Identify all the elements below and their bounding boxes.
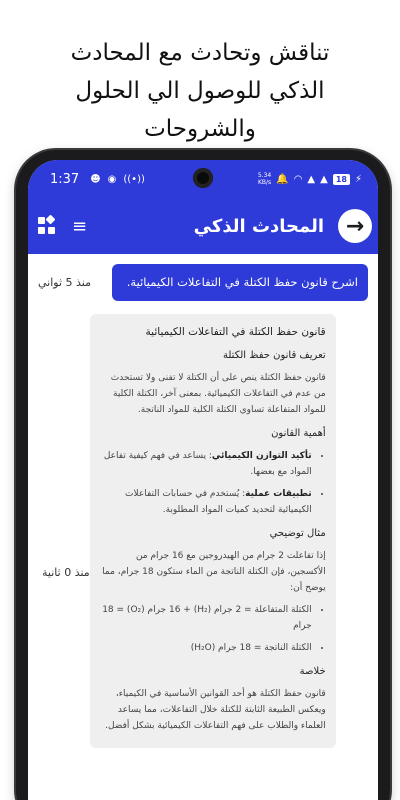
list-item [100,448,312,480]
promo-line-1: تناقش وتحادث مع المحادث [70,40,330,66]
list-item: • الكتلة المتفاعلة = 2 جرام (H₂) + 16 جرام (O₂) = 18 جرام [100,602,312,634]
charging-icon: ⚡ [354,173,362,185]
example-title: مثال توضيحي [269,528,326,539]
promo-line-2: الذكي للوصول الي الحلول [75,78,325,104]
front-camera [193,168,213,188]
bullet-2-bold: تطبيقات عملية [245,489,312,499]
bot-heading: قانون حفظ الكتلة في التفاعلات الكيميائية [145,326,326,338]
summary-title: خلاصة [299,666,326,677]
bullet-2-text: : يُستخدم في حسابات التفاعلات الكيميائية لتحديد كميات المواد المطلوبة. [125,489,312,515]
user-message-row [38,264,368,301]
menu-icon[interactable]: ≡ [72,215,88,237]
bullet-1-bold: تأكيد التوازن الكيميائي [211,451,312,461]
phone-frame [16,150,390,800]
app-title: المحادث الذكي [193,215,324,237]
network-speed-value: 5.34 [257,172,272,179]
hotspot-icon: ((•)) [123,173,145,185]
chat-area [28,254,378,800]
importance-title: أهمية القانون [271,428,326,439]
status-time: 1:37 [50,171,80,187]
notification-icon: ◉ [107,173,117,185]
user-message-time: منذ 5 ثواني [38,276,92,289]
user-message-bubble[interactable]: اشرح قانون حفظ الكتلة في التفاعلات الكيميائية. [112,264,368,301]
status-left [50,172,145,187]
bot-message-time: منذ 0 ثانية [42,566,90,579]
face-icon: ☻ [90,173,101,185]
list-item [100,486,312,518]
wifi-icon: ◠ [293,173,303,185]
bot-message-bubble[interactable] [90,314,336,748]
app-bar [28,198,378,254]
bot-message-row [38,314,368,748]
status-right [258,172,362,186]
list-item: • الكتلة الناتجة = 18 جرام (H₂O) [100,640,312,656]
bell-icon: 🔔 [276,173,289,185]
promo-caption [0,34,400,148]
example-text: إذا تفاعلت 2 جرام من الهيدروجين مع 16 جرام من الأكسجين، فإن الكتلة الناتجة من الماء ستكون 18 جرام، مما يوضح أن: [102,551,326,593]
equation-list [100,602,326,656]
phone-screen [28,160,378,800]
grid-icon[interactable] [38,217,56,235]
network-speed-unit: KB/s [257,179,272,186]
signal-icon-2: ▲ [320,173,328,185]
arrow-right-icon[interactable]: → [338,209,372,243]
bullet-1-text: : يساعد في فهم كيفية تفاعل المواد مع بعضها. [103,451,312,477]
summary-text: قانون حفظ الكتلة هو أحد القوانين الأساسية في الكيمياء، ويعكس الطبيعة الثابتة للكتلة خلال التفاعلات، مما يساعد العلماء والطلاب على فهم التفاعلات الكيميائية بشكل أفضل. [105,689,326,731]
status-bar [28,160,378,198]
importance-list [100,448,326,518]
definition-title: تعريف قانون حفظ الكتلة [223,350,326,361]
definition-text: قانون حفظ الكتلة ينص على أن الكتلة لا تفنى ولا تستحدث من عدم في التفاعلات الكيميائية. بمعنى آخر، الكتلة الكلية للمواد المتفاعلة تساوي الكتلة الكلية للمواد الناتجة. [110,373,326,415]
network-speed [258,172,271,186]
signal-icon: ▲ [307,173,316,185]
battery-indicator: 18 [333,174,350,185]
promo-line-3: والشروحات [144,116,256,142]
